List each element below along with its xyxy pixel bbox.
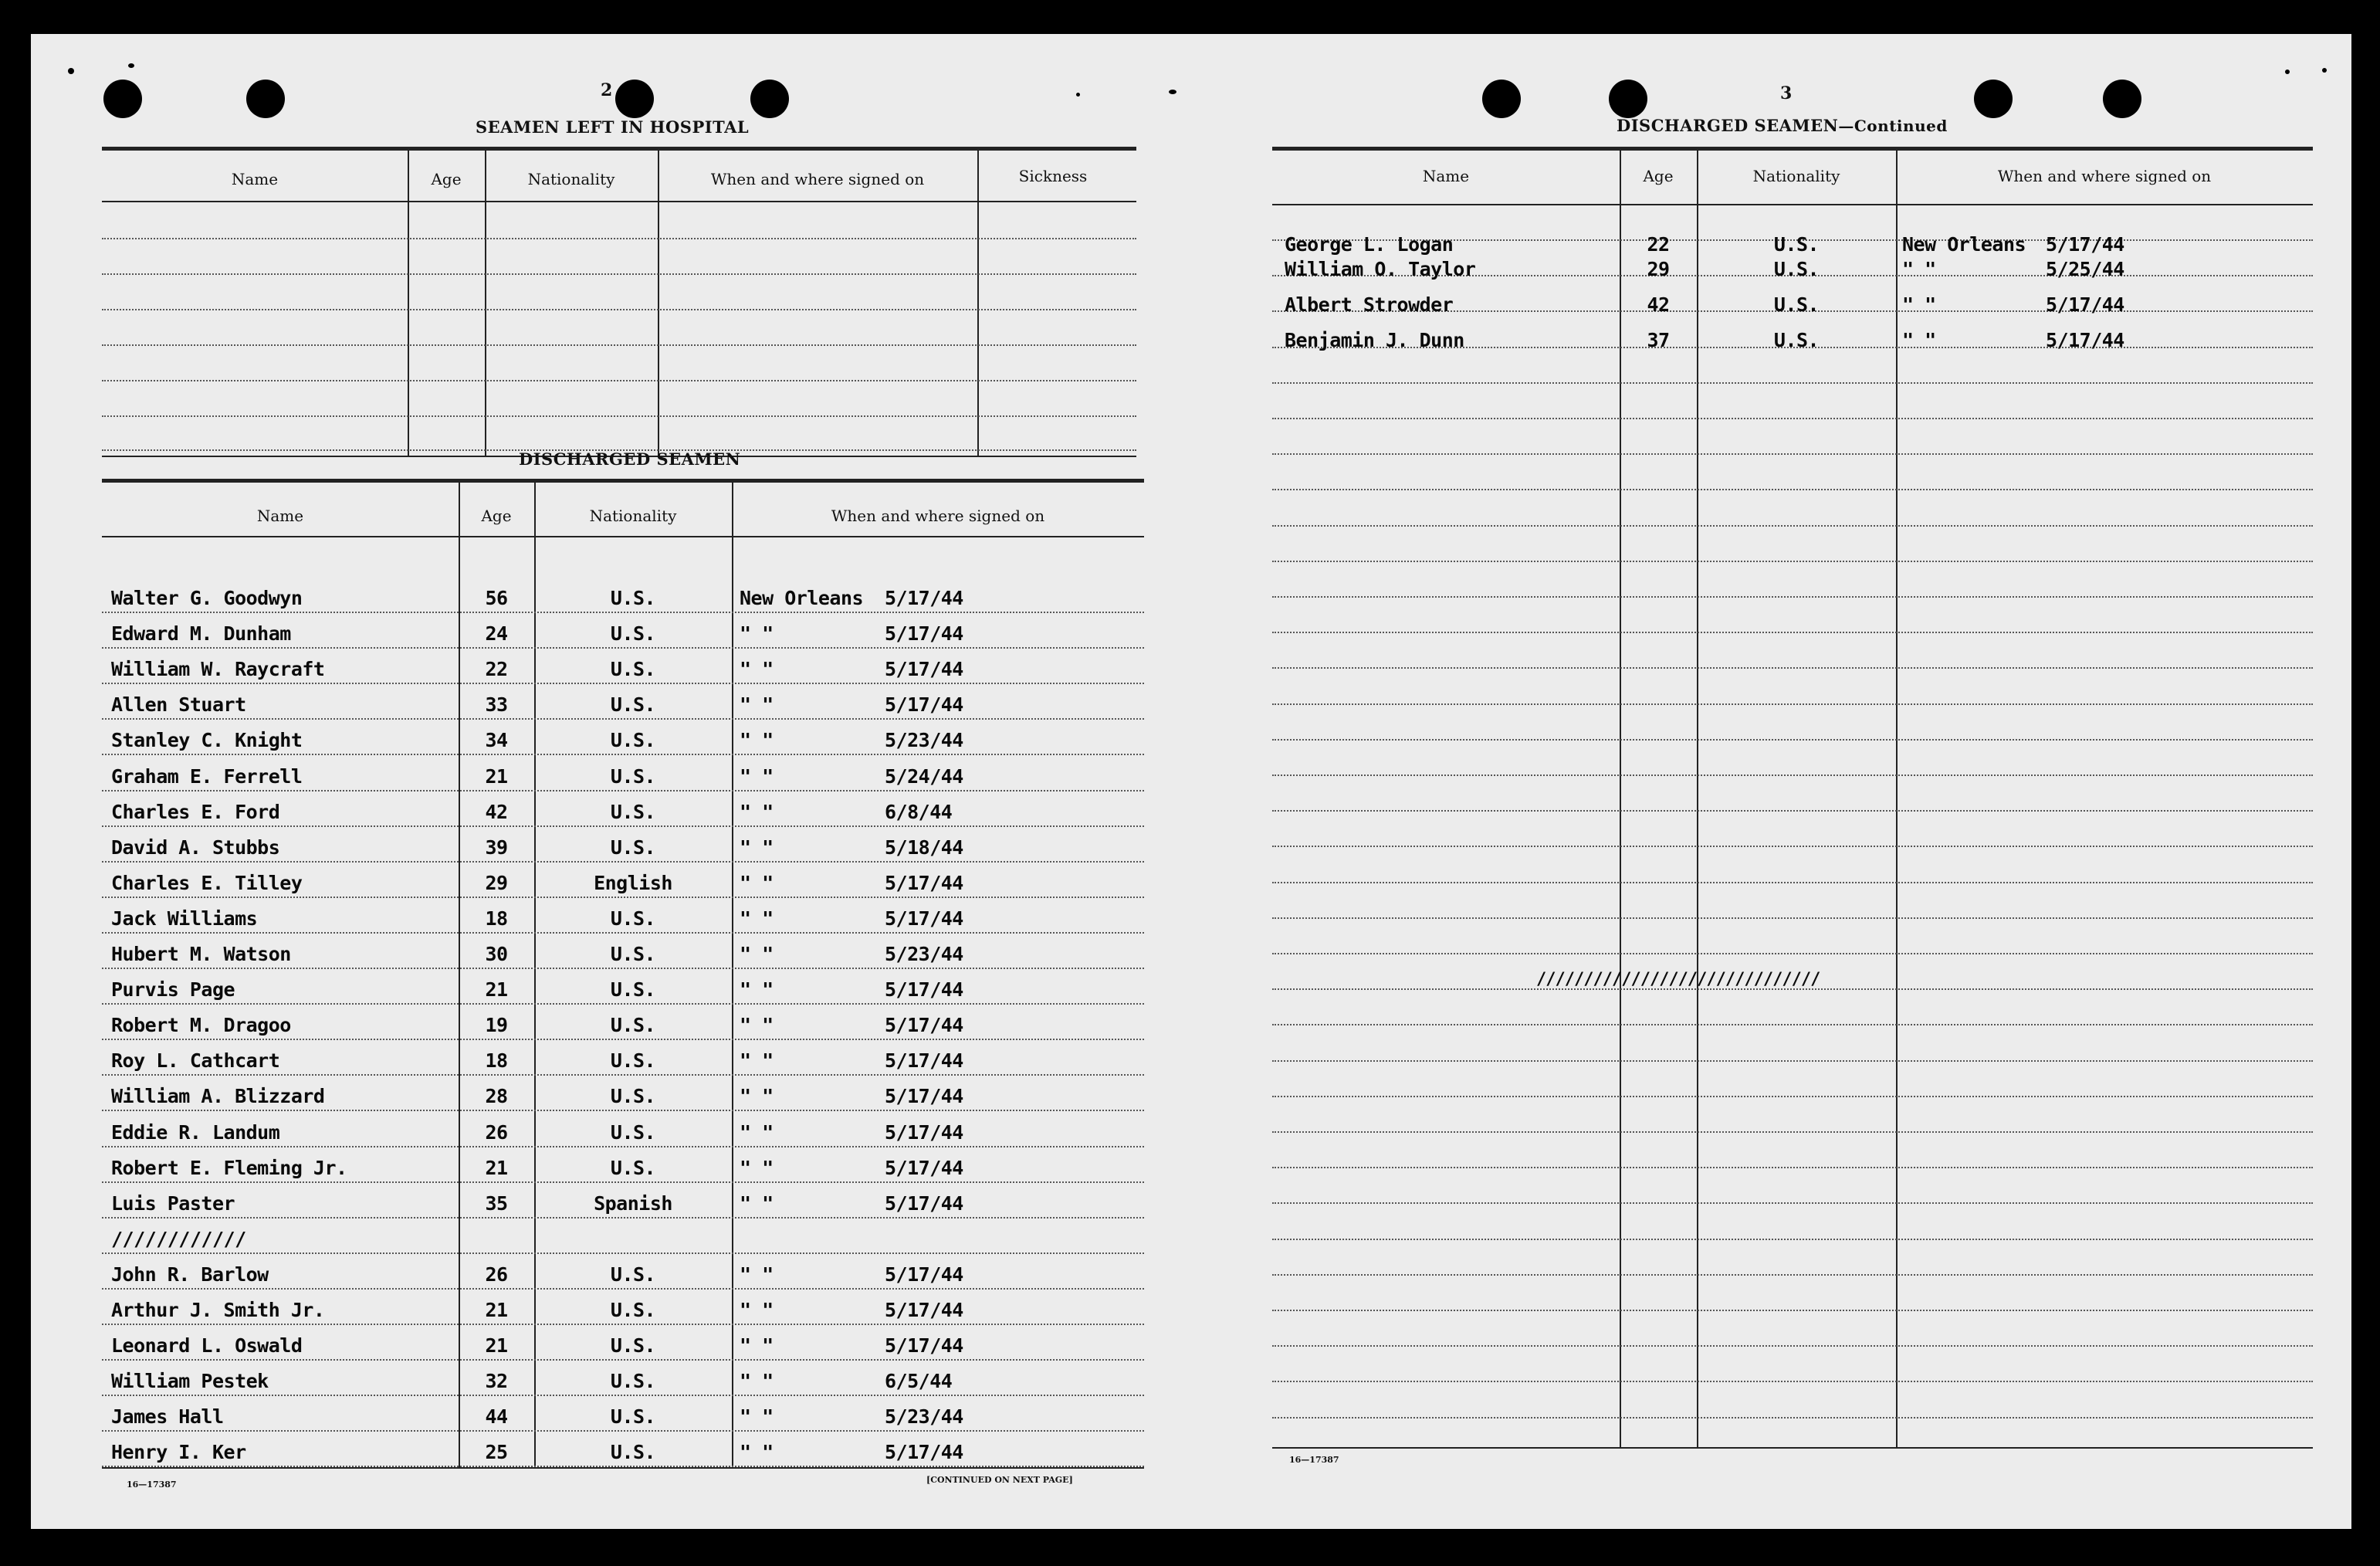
seaman-age: 25 <box>485 1441 508 1463</box>
ruled-line <box>1272 1274 2313 1276</box>
seaman-nationality: U.S. <box>610 801 656 823</box>
ruled-line <box>102 897 1144 898</box>
signed-on-date: 5/17/44 <box>2046 293 2124 316</box>
signed-on-place: New Orleans <box>1902 233 2026 256</box>
punch-hole <box>615 80 654 118</box>
seaman-nationality: U.S. <box>610 658 656 680</box>
seaman-age: 32 <box>485 1370 508 1392</box>
seaman-nationality: U.S. <box>610 1049 656 1072</box>
seaman-name: Robert E. Fleming Jr. <box>111 1157 347 1179</box>
signed-on-place: " " <box>1902 258 1936 280</box>
discharged-header-nationality: Nationality <box>589 507 677 525</box>
signed-on-place: " " <box>740 1121 774 1144</box>
signed-on-place: " " <box>740 836 774 859</box>
ruled-line <box>1272 1131 2313 1133</box>
signed-on-date: 5/17/44 <box>885 658 963 680</box>
discharged-bottom-rule <box>102 1467 1144 1469</box>
seaman-nationality: U.S. <box>610 943 656 965</box>
ruled-line <box>102 1003 1144 1005</box>
signed-on-date: 5/17/44 <box>885 907 963 930</box>
seaman-nationality: U.S. <box>610 1157 656 1179</box>
seaman-age: 22 <box>485 658 508 680</box>
seaman-age: 33 <box>485 693 508 716</box>
ruled-line <box>102 718 1144 720</box>
right-form-number: 16—17387 <box>1289 1455 1339 1465</box>
signed-on-place: " " <box>740 1085 774 1107</box>
left-form-number: 16—17387 <box>127 1480 177 1490</box>
signed-on-date: 5/23/44 <box>885 943 963 965</box>
signed-on-date: 5/17/44 <box>2046 233 2124 256</box>
seaman-name: John R. Barlow <box>111 1263 269 1286</box>
seaman-age: 26 <box>485 1263 508 1286</box>
seaman-name: Luis Paster <box>111 1192 235 1215</box>
ruled-line <box>102 380 1136 381</box>
ruled-line <box>1272 667 2313 669</box>
signed-on-place: " " <box>740 1370 774 1392</box>
signed-on-date: 5/17/44 <box>885 1299 963 1321</box>
discharged-header-signed-on: When and where signed on <box>831 507 1045 525</box>
punch-hole <box>1974 80 2013 118</box>
seaman-age: 22 <box>1647 233 1670 256</box>
ruled-line <box>1272 1239 2313 1240</box>
right-title-main: DISCHARGED SEAMEN <box>1617 116 1839 135</box>
ruled-line <box>1272 1345 2313 1347</box>
signed-on-place: " " <box>740 1441 774 1463</box>
right-header-age: Age <box>1643 167 1674 185</box>
seaman-age: 21 <box>485 765 508 788</box>
right-bottom-rule <box>1272 1447 2313 1449</box>
seaman-age: 26 <box>485 1121 508 1144</box>
ruled-line <box>1272 810 2313 812</box>
seaman-age: 21 <box>485 978 508 1001</box>
signed-on-place: New Orleans <box>740 587 864 609</box>
seaman-age: 24 <box>485 622 508 645</box>
signed-on-date: 5/17/44 <box>885 872 963 894</box>
punch-hole <box>103 80 142 118</box>
discharged-table-top-rule <box>102 479 1144 483</box>
seaman-name: William W. Raycraft <box>111 658 325 680</box>
ruled-line <box>1272 739 2313 741</box>
signed-on-date: 5/17/44 <box>885 587 963 609</box>
speck <box>1076 93 1080 97</box>
seaman-nationality: U.S. <box>610 907 656 930</box>
signed-on-date: 5/17/44 <box>2046 329 2124 351</box>
seaman-name: Charles E. Ford <box>111 801 280 823</box>
seaman-name: Eddie R. Landum <box>111 1121 280 1144</box>
seaman-age: 21 <box>485 1299 508 1321</box>
ruled-line <box>102 1146 1144 1147</box>
signed-on-date: 5/17/44 <box>885 1263 963 1286</box>
ruled-line <box>102 790 1144 791</box>
right-table-top-rule <box>1272 147 2313 151</box>
seaman-name: //////////// <box>111 1228 246 1250</box>
ruled-line <box>102 1359 1144 1361</box>
signed-on-place: " " <box>740 1014 774 1036</box>
seaman-name: Hubert M. Watson <box>111 943 291 965</box>
ruled-line <box>102 1395 1144 1396</box>
seaman-age: 34 <box>485 729 508 751</box>
seaman-name: Graham E. Ferrell <box>111 765 303 788</box>
seaman-age: 42 <box>1647 293 1670 316</box>
seaman-age: 18 <box>485 907 508 930</box>
punch-hole <box>1609 80 1647 118</box>
signed-on-place: " " <box>740 801 774 823</box>
ruled-line <box>102 1039 1144 1040</box>
seaman-age: 35 <box>485 1192 508 1215</box>
seaman-nationality: U.S. <box>1773 233 1820 256</box>
seaman-nationality: U.S. <box>610 1299 656 1321</box>
seaman-name: Arthur J. Smith Jr. <box>111 1299 325 1321</box>
signed-on-place: " " <box>740 1157 774 1179</box>
document-page <box>31 34 2351 1529</box>
signed-on-date: 5/17/44 <box>885 1121 963 1144</box>
ruled-line <box>1272 1024 2313 1025</box>
struck-out-entry: ////////////////////////////// <box>1536 970 1820 989</box>
signed-on-place: " " <box>740 693 774 716</box>
ruled-line <box>1272 917 2313 919</box>
ruled-line <box>1272 596 2313 598</box>
ruled-line <box>102 1252 1144 1254</box>
right-header-name: Name <box>1422 167 1470 185</box>
seaman-name: Stanley C. Knight <box>111 729 303 751</box>
seaman-nationality: U.S. <box>610 978 656 1001</box>
seaman-name: Jack Williams <box>111 907 258 930</box>
seaman-nationality: English <box>594 872 672 894</box>
seaman-age: 37 <box>1647 329 1670 351</box>
seaman-name: Leonard L. Oswald <box>111 1334 303 1357</box>
hospital-section-title: SEAMEN LEFT IN HOSPITAL <box>476 117 750 137</box>
punch-hole <box>2103 80 2141 118</box>
speck <box>1169 90 1176 94</box>
seaman-nationality: Spanish <box>594 1192 672 1215</box>
seaman-nationality: U.S. <box>1773 293 1820 316</box>
speck <box>68 68 74 74</box>
seaman-nationality: U.S. <box>610 1014 656 1036</box>
signed-on-place: " " <box>740 978 774 1001</box>
ruled-line <box>1272 775 2313 776</box>
discharged-header-name: Name <box>256 507 304 525</box>
hospital-header-name: Name <box>231 170 279 188</box>
seaman-age: 56 <box>485 587 508 609</box>
punch-hole <box>750 80 789 118</box>
hospital-header-sickness: Sickness <box>1018 167 1088 185</box>
signed-on-place: " " <box>740 1334 774 1357</box>
ruled-line <box>1272 1167 2313 1168</box>
hospital-col-divider <box>485 150 486 457</box>
ruled-line <box>1272 453 2313 455</box>
seaman-nationality: U.S. <box>610 1405 656 1428</box>
signed-on-date: 5/17/44 <box>885 1157 963 1179</box>
seaman-name: Edward M. Dunham <box>111 622 291 645</box>
hospital-col-divider <box>658 150 659 457</box>
signed-on-place: " " <box>740 907 774 930</box>
seaman-nationality: U.S. <box>610 622 656 645</box>
ruled-line <box>102 647 1144 649</box>
seaman-name: Walter G. Goodwyn <box>111 587 303 609</box>
seaman-name: Allen Stuart <box>111 693 246 716</box>
seaman-age: 19 <box>485 1014 508 1036</box>
signed-on-date: 5/17/44 <box>885 1192 963 1215</box>
ruled-line <box>102 612 1144 613</box>
signed-on-date: 5/17/44 <box>885 1049 963 1072</box>
seaman-name: James Hall <box>111 1405 224 1428</box>
ruled-line <box>102 754 1144 755</box>
left-page-number: 2 <box>601 80 613 100</box>
speck <box>2285 69 2290 74</box>
signed-on-place: " " <box>740 658 774 680</box>
ruled-line <box>1272 525 2313 527</box>
ruled-line <box>102 1181 1144 1183</box>
signed-on-place: " " <box>740 1405 774 1428</box>
signed-on-place: " " <box>1902 329 1936 351</box>
discharged-col-divider <box>732 482 733 1469</box>
ruled-line <box>1272 953 2313 954</box>
seaman-name: Roy L. Cathcart <box>111 1049 280 1072</box>
ruled-line <box>1272 1060 2313 1062</box>
seaman-age: 21 <box>485 1334 508 1357</box>
seaman-age: 39 <box>485 836 508 859</box>
ruled-line <box>102 309 1136 310</box>
seaman-age: 44 <box>485 1405 508 1428</box>
signed-on-place: " " <box>1902 293 1936 316</box>
seaman-name: Benjamin J. Dunn <box>1285 329 1464 351</box>
hospital-header-signed-on: When and where signed on <box>710 170 925 188</box>
hospital-col-divider <box>408 150 409 457</box>
ruled-line <box>102 861 1144 863</box>
right-header-rule <box>1272 204 2313 205</box>
seaman-nationality: U.S. <box>610 1441 656 1463</box>
signed-on-date: 5/17/44 <box>885 1441 963 1463</box>
seaman-name: Henry I. Ker <box>111 1441 246 1463</box>
discharged-header-rule <box>102 536 1144 537</box>
hospital-table-top-rule <box>102 147 1136 151</box>
ruled-line <box>102 683 1144 684</box>
hospital-col-divider <box>977 150 979 457</box>
ruled-line <box>102 1430 1144 1432</box>
signed-on-place: " " <box>740 1263 774 1286</box>
ruled-line <box>1272 489 2313 490</box>
ruled-line <box>1272 1096 2313 1097</box>
speck <box>128 63 134 68</box>
seaman-age: 18 <box>485 1049 508 1072</box>
ruled-line <box>102 238 1136 239</box>
seaman-name: Charles E. Tilley <box>111 872 303 894</box>
ruled-line <box>1272 1381 2313 1382</box>
ruled-line <box>102 968 1144 969</box>
speck <box>2322 68 2327 73</box>
seaman-nationality: U.S. <box>610 836 656 859</box>
seaman-nationality: U.S. <box>1773 329 1820 351</box>
seaman-nationality: U.S. <box>610 1263 656 1286</box>
signed-on-date: 5/23/44 <box>885 729 963 751</box>
seaman-nationality: U.S. <box>1773 258 1820 280</box>
seaman-nationality: U.S. <box>610 693 656 716</box>
ruled-line <box>102 344 1136 346</box>
right-section-title <box>1617 116 1948 135</box>
ruled-line <box>102 415 1136 417</box>
ruled-line <box>1272 882 2313 883</box>
seaman-nationality: U.S. <box>610 765 656 788</box>
seaman-nationality: U.S. <box>610 587 656 609</box>
seaman-nationality: U.S. <box>610 1370 656 1392</box>
signed-on-place: " " <box>740 1049 774 1072</box>
signed-on-date: 6/5/44 <box>885 1370 953 1392</box>
right-page-number: 3 <box>1780 83 1793 103</box>
ruled-line <box>1272 1417 2313 1419</box>
ruled-line <box>102 1288 1144 1290</box>
signed-on-date: 5/24/44 <box>885 765 963 788</box>
discharged-header-age: Age <box>481 507 512 525</box>
seaman-nationality: U.S. <box>610 1121 656 1144</box>
ruled-line <box>102 273 1136 275</box>
signed-on-date: 5/17/44 <box>885 693 963 716</box>
seaman-nationality: U.S. <box>610 1085 656 1107</box>
signed-on-place: " " <box>740 943 774 965</box>
seaman-name: William O. Taylor <box>1285 258 1476 280</box>
signed-on-date: 5/23/44 <box>885 1405 963 1428</box>
signed-on-date: 5/17/44 <box>885 622 963 645</box>
seaman-name: Albert Strowder <box>1285 293 1454 316</box>
signed-on-date: 5/17/44 <box>885 1085 963 1107</box>
ruled-line <box>102 1324 1144 1325</box>
right-header-signed-on: When and where signed on <box>1997 167 2212 185</box>
seaman-age: 28 <box>485 1085 508 1107</box>
signed-on-date: 5/25/44 <box>2046 258 2124 280</box>
seaman-nationality: U.S. <box>610 729 656 751</box>
signed-on-place: " " <box>740 622 774 645</box>
signed-on-place: " " <box>740 765 774 788</box>
signed-on-date: 6/8/44 <box>885 801 953 823</box>
ruled-line <box>102 1074 1144 1076</box>
ruled-line <box>1272 846 2313 847</box>
punch-hole <box>246 80 285 118</box>
seaman-name: William A. Blizzard <box>111 1085 325 1107</box>
seaman-nationality: U.S. <box>610 1334 656 1357</box>
seaman-name: Purvis Page <box>111 978 235 1001</box>
discharged-section-title: DISCHARGED SEAMEN <box>519 449 741 469</box>
signed-on-place: " " <box>740 872 774 894</box>
ruled-line <box>102 825 1144 827</box>
ruled-line <box>1272 561 2313 562</box>
seaman-age: 30 <box>485 943 508 965</box>
signed-on-place: " " <box>740 729 774 751</box>
ruled-line <box>1272 632 2313 633</box>
right-header-nationality: Nationality <box>1752 167 1840 185</box>
hospital-header-age: Age <box>431 170 462 188</box>
seaman-name: William Pestek <box>111 1370 269 1392</box>
seaman-name: David A. Stubbs <box>111 836 280 859</box>
seaman-name: George L. Logan <box>1285 233 1454 256</box>
seaman-age: 29 <box>485 872 508 894</box>
ruled-line <box>102 932 1144 934</box>
punch-hole <box>1482 80 1521 118</box>
ruled-line <box>102 1217 1144 1219</box>
signed-on-date: 5/17/44 <box>885 1014 963 1036</box>
right-title-continued: —Continued <box>1838 117 1948 135</box>
ruled-line <box>102 1110 1144 1111</box>
signed-on-date: 5/18/44 <box>885 836 963 859</box>
ruled-line <box>1272 418 2313 419</box>
seaman-age: 21 <box>485 1157 508 1179</box>
signed-on-date: 5/17/44 <box>885 1334 963 1357</box>
continued-note: [CONTINUED ON NEXT PAGE] <box>926 1475 1073 1485</box>
hospital-header-rule <box>102 201 1136 202</box>
seaman-age: 42 <box>485 801 508 823</box>
signed-on-place: " " <box>740 1192 774 1215</box>
signed-on-place: " " <box>740 1299 774 1321</box>
signed-on-date: 5/17/44 <box>885 978 963 1001</box>
hospital-header-nationality: Nationality <box>527 170 615 188</box>
ruled-line <box>1272 703 2313 705</box>
seaman-name: Robert M. Dragoo <box>111 1014 291 1036</box>
seaman-age: 29 <box>1647 258 1670 280</box>
ruled-line <box>1272 1310 2313 1311</box>
right-col-divider <box>1896 150 1898 1449</box>
ruled-line <box>1272 382 2313 384</box>
ruled-line <box>1272 1202 2313 1204</box>
